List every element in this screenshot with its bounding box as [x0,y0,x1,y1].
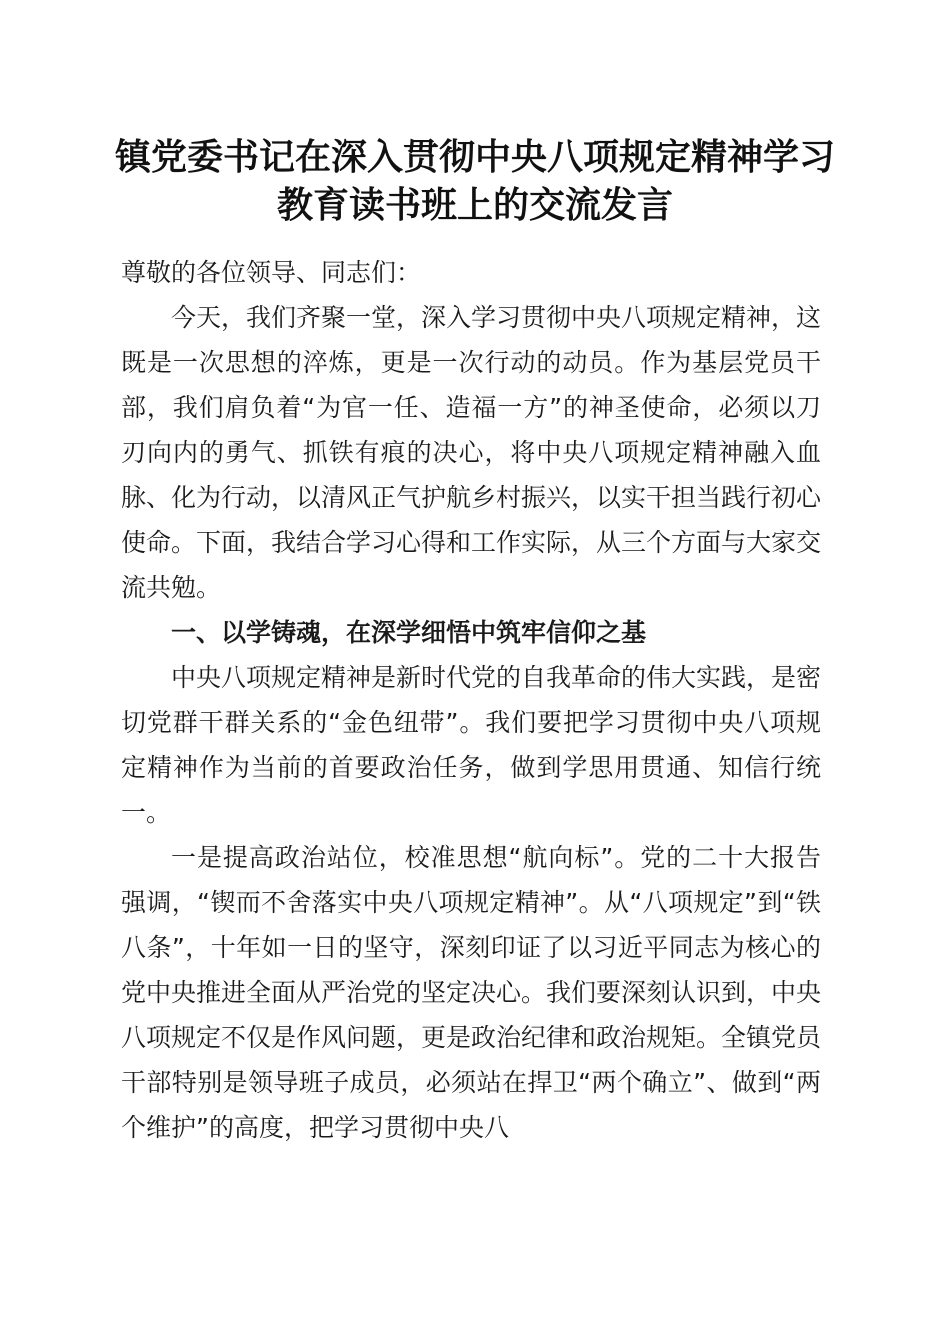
section-heading-1: 一、以学铸魂，在深学细悟中筑牢信仰之基 [171,618,647,647]
paragraph-point-1: 一是提高政治站位，校准思想“航向标”。党的二十大报告强调，“锲而不舍落实中央八项规定精神”。从“八项规定”到“铁八条”，十年如一日的坚守，深刻印证了以习近平同志为核心的党中央推进全面从严治党的坚定决心。我们要深刻认识到，中央八项规定不仅是作风问题，更是政治纪律和政治规矩。全镇党员干部特别是领导班子成员，必须站在捍卫“两个确立”、做到“两个维护”的高度，把学习贯彻中央八 [121,843,822,1142]
title-line-1: 镇党委书记在深入贯彻中央八项规定精神学习 [114,136,835,178]
paragraph-intro: 今天，我们齐聚一堂，深入学习贯彻中央八项规定精神，这既是一次思想的淬炼，更是一次行动的动员。作为基层党员干部，我们肩负着“为官一任、造福一方”的神圣使命，必须以刀刃向内的勇气、抓铁有痕的决心，将中央八项规定精神融入血脉、化为行动，以清风正气护航乡村振兴，以实干担当践行初心使命。下面，我结合学习心得和工作实际，从三个方面与大家交流共勉。 [121,303,822,602]
paragraph-section-1: 中央八项规定精神是新时代党的自我革命的伟大实践，是密切党群干群关系的“金色纽带”。我们要把学习贯彻中央八项规定精神作为当前的首要政治任务，做到学思用贯通、知信行统一。 [121,663,822,827]
salutation: 尊敬的各位领导、同志们： [121,258,422,287]
title-line-2: 教育读书班上的交流发言 [276,184,673,226]
document-title [100,133,850,229]
document-body [121,250,821,1150]
